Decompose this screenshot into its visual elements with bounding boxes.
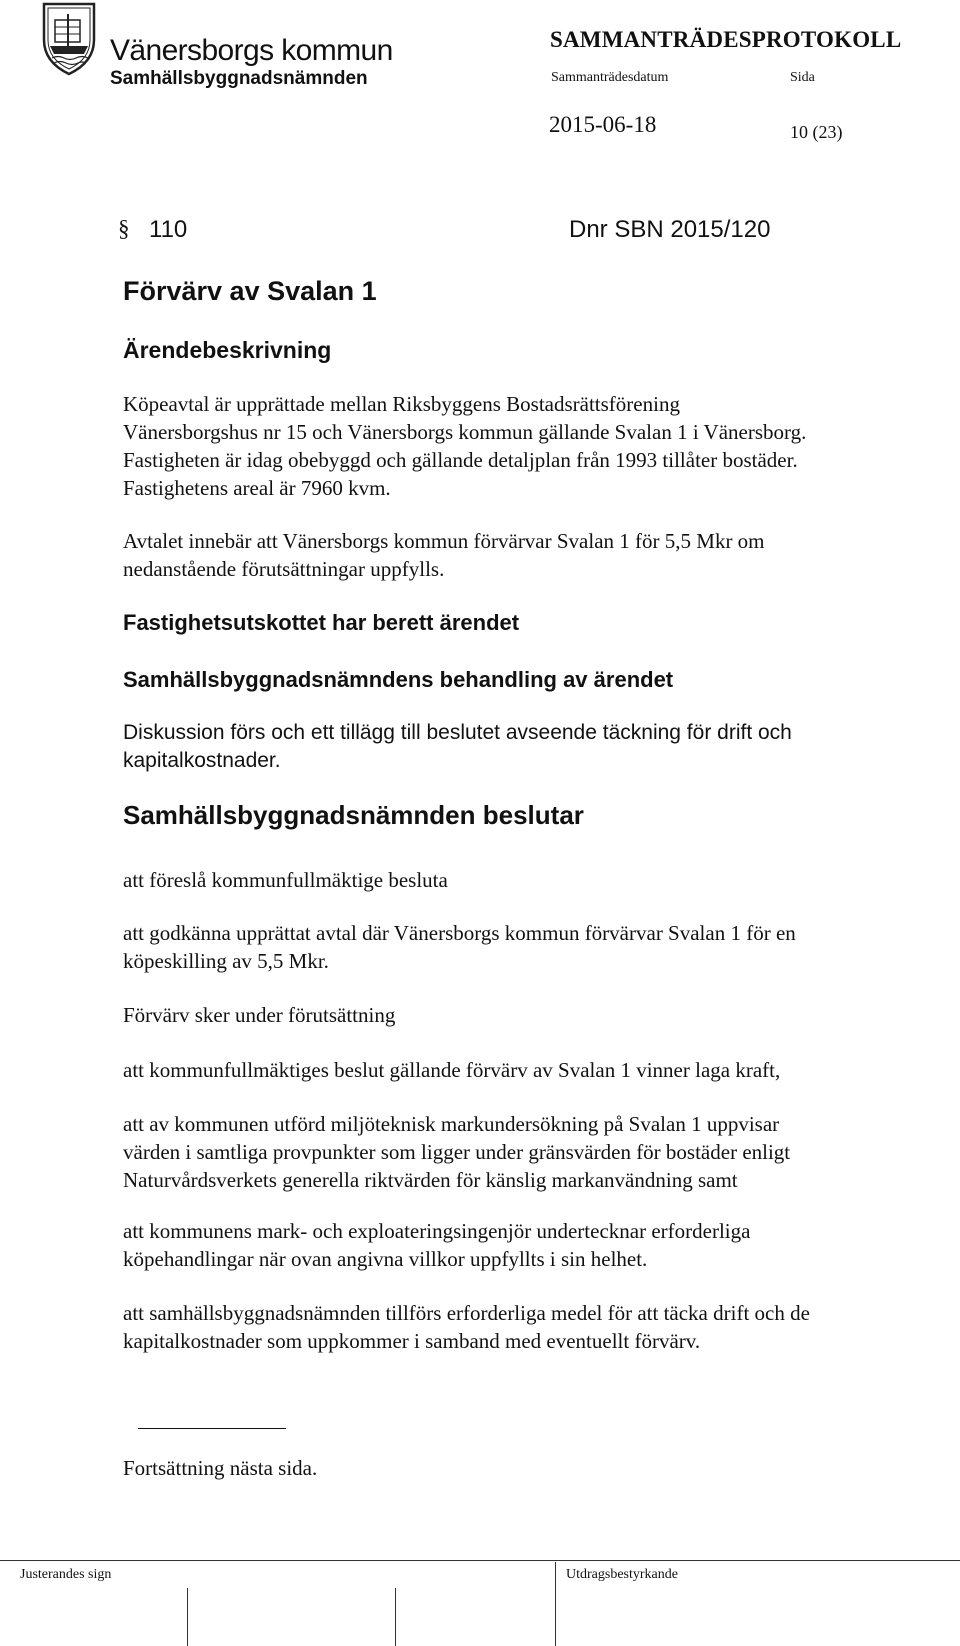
continuation-note: Fortsättning nästa sida. [123, 1456, 318, 1480]
condition-3 [123, 1217, 943, 1273]
section-symbol: § [118, 216, 130, 241]
text-line: Fastigheten är idag obebyggd och gällande detaljplan från 1993 tillåter bostäder. [123, 448, 798, 472]
funding-paragraph [123, 1299, 943, 1355]
municipality-coat-of-arms-logo [38, 2, 100, 76]
organization-subtitle: Samhällsbyggnadsnämnden [110, 68, 368, 89]
agreement-paragraph [123, 527, 943, 583]
case-description-heading: Ärendebeskrivning [123, 337, 332, 363]
handling-heading: Samhällsbyggnadsnämndens behandling av ärendet [123, 667, 674, 692]
signature-box-divider [395, 1588, 396, 1646]
page-number: 10 (23) [790, 122, 843, 142]
text-line: köpehandlingar när ovan angivna villkor uppfyllts i sin helhet. [123, 1247, 648, 1271]
text-line: Köpeavtal är upprättade mellan Riksbyggens Bostadsrättsförening [123, 392, 680, 416]
page-label: Sida [790, 70, 815, 85]
extract-certification-label: Utdragsbestyrkande [566, 1567, 678, 1582]
condition-intro: Förvärv sker under förutsättning [123, 1003, 396, 1027]
text-line: kapitalkostnader som uppkommer i samband med eventuellt förvärv. [123, 1329, 701, 1353]
prepared-heading: Fastighetsutskottet har berett ärendet [123, 610, 520, 635]
text-line: att godkänna upprättat avtal där Vänersborgs kommun förvärvar Svalan 1 för en [123, 921, 796, 945]
divider-line [138, 1428, 286, 1429]
decision-approve [123, 919, 943, 975]
signature-box-divider [187, 1588, 188, 1646]
text-line: kapitalkostnader. [123, 749, 281, 772]
text-line: Naturvårdsverkets generella riktvärden för känslig markanvändning samt [123, 1168, 738, 1192]
condition-2 [123, 1110, 943, 1194]
meeting-date-label: Sammanträdesdatum [551, 70, 669, 85]
text-line: värden i samtliga provpunkter som ligger under gränsvärden för bostäder enligt [123, 1140, 791, 1164]
case-description [123, 390, 943, 502]
page-title: Förvärv av Svalan 1 [123, 276, 377, 306]
text-line: nedanstående förutsättningar uppfylls. [123, 557, 445, 581]
meeting-date: 2015-06-18 [549, 112, 657, 137]
section-number: 110 [149, 216, 188, 243]
condition-1: att kommunfullmäktiges beslut gällande förvärv av Svalan 1 vinner laga kraft, [123, 1058, 781, 1082]
text-line: att av kommunen utförd miljöteknisk markundersökning på Svalan 1 uppvisar [123, 1112, 780, 1136]
text-line: att kommunens mark- och exploateringsingenjör undertecknar erforderliga [123, 1219, 751, 1243]
text-line: att samhällsbyggnadsnämnden tillförs erforderliga medel för att täcka drift och de [123, 1301, 810, 1325]
text-line: köpeskilling av 5,5 Mkr. [123, 949, 329, 973]
text-line: Avtalet innebär att Vänersborgs kommun förvärvar Svalan 1 för 5,5 Mkr om [123, 529, 765, 553]
handling-paragraph [123, 719, 943, 775]
decision-intro: att föreslå kommunfullmäktige besluta [123, 868, 448, 892]
signature-label: Justerandes sign [20, 1567, 112, 1582]
decision-heading: Samhällsbyggnadsnämnden beslutar [123, 800, 584, 830]
text-line: Fastighetens areal är 7960 kvm. [123, 476, 391, 500]
footer-column-divider [555, 1562, 556, 1646]
text-line: Vänersborgshus nr 15 och Vänersborgs kommun gällande Svalan 1 i Vänersborg. [123, 420, 807, 444]
case-reference-number: Dnr SBN 2015/120 [569, 216, 771, 243]
footer-rule [0, 1560, 960, 1561]
organization-name: Vänersborgs kommun [110, 34, 393, 67]
document-type: SAMMANTRÄDESPROTOKOLL [550, 27, 902, 52]
text-line: Diskussion förs och ett tillägg till beslutet avseende täckning för drift och [123, 721, 792, 744]
